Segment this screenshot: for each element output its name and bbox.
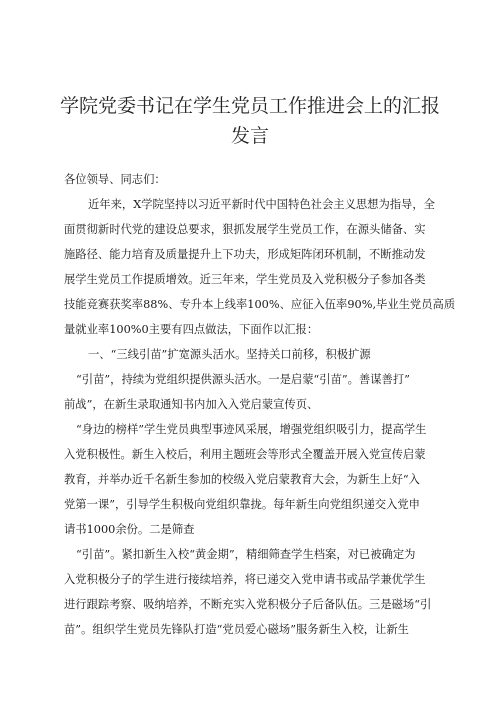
salutation: 各位领导、同志们： [64, 173, 166, 186]
paragraph-line: 入党积极分子的学生进行接续培养，将已递交入党申请书或品学兼优学生 [64, 573, 426, 586]
document-title-line-1: 学院党委书记在学生党员工作推进会上的汇报 [60, 95, 441, 117]
paragraph-line: 教育，并举办近千名新生参加的校级入党启蒙教育大会，为新生上好“入 [64, 473, 420, 486]
paragraph-line: 请书1000余份。二是筛查 [64, 523, 195, 536]
paragraph-line: “引苗”，持续为党组织提供源头活水。一是启蒙“引苗”。善谋善打” [76, 373, 410, 386]
paragraph-line: 面贯彻新时代党的建设总要求，狠抓发展学生党员工作，在源头储备、实 [64, 223, 426, 236]
paragraph-line: “身边的榜样”学生党员典型事迹风采展，增强党组织吸引力，提高学生 [76, 423, 427, 436]
document-title-line-2: 发言 [230, 125, 269, 147]
paragraph-line: 进行跟踪考察、吸纳培养，不断充实入党积极分子后备队伍。三是磁场“引 [64, 598, 432, 611]
paragraph-line: 党第一课”，引导学生积极向党组织靠拢。每年新生向党组织递交入党申 [64, 498, 420, 511]
paragraph-line: 苗”。组织学生党员先锋队打造“党员爱心磁场”服务新生入校，让新生 [64, 623, 409, 636]
paragraph-line: 技能竞赛获奖率88%、专升本上线率100%、应征入伍率90%,毕业生党员高质 [64, 298, 456, 311]
paragraph-line: 入党积极性。新生入校后，利用主题班会等形式全覆盖开展入党宣传启蒙 [64, 448, 426, 461]
paragraph-line: 展学生党员工作提质增效。近三年来，学生党员及入党积极分子参加各类 [64, 273, 426, 286]
section-heading: 一、“三线引苗”扩宽源头活水。坚持关口前移，积极扩源 [88, 348, 371, 361]
paragraph-line: “引苗”。紧扣新生入校“黄金期”，精细筛查学生档案，对已被确定为 [76, 548, 416, 561]
paragraph-line: 量就业率100%0主要有四点做法，下面作以汇报： [64, 323, 319, 336]
paragraph-line: 近年来，X学院坚持以习近平新时代中国特色社会主义思想为指导，全 [88, 198, 435, 211]
paragraph-line: 前战”，在新生录取通知书内加入入党启蒙宣传页、 [64, 398, 319, 411]
paragraph-line: 施路径、能力培育及质量提升上下功夫，形成矩阵闭环机制，不断推动发 [64, 248, 426, 261]
